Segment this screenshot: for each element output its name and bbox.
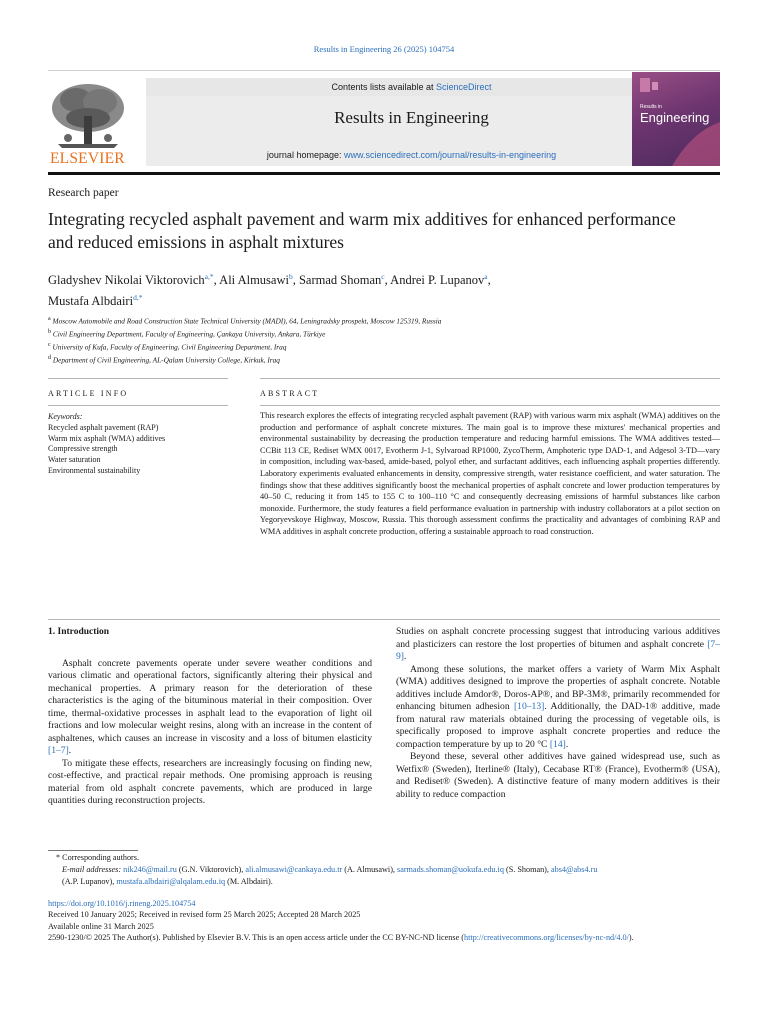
body-paragraph: [396, 626, 720, 664]
paragraph-text: .: [68, 745, 72, 756]
affiliation-key: d: [48, 355, 52, 362]
paragraph-text: .: [565, 738, 569, 750]
author-name[interactable]: Sarmad Shoman: [298, 273, 382, 288]
citation-link[interactable]: [14]: [549, 738, 566, 750]
body-paragraph: Beyond these, several other additives have gained widespread use, such as Wetfix® (Sweden), Iterline® (Italy), Cecabase RT® (France), Evotherm® (USA), and Rediset® (Sweden). A distinctive feature of many modern additives is their ability to reduce compaction: [396, 751, 720, 800]
affiliation-key: b: [48, 329, 52, 336]
keywords-block: [48, 412, 238, 477]
license-text: 2590-1230/© 2025 The Author(s). Published by Elsevier B.V. This is an open access article under the CC BY-NC-ND license (: [48, 933, 464, 943]
paragraph-text: Among these solutions, the market offers a variety of Warm Mix Asphalt (WMA) additives designed to improve the properties of asphalt concrete. Notable additives include Amdor®, Doros-AP®, and BP-3M®, primarily recommended for enhancing bitumen adhesion: [396, 663, 720, 712]
affiliation-text: Civil Engineering Department, Faculty of Engineering, Çankaya University, Ankara, Türkiye: [52, 329, 326, 339]
doi-link[interactable]: https://doi.org/10.1016/j.rineng.2025.104754: [48, 899, 196, 908]
email-owner: (A.P. Lupanov),: [62, 877, 117, 887]
abstract-text: This research explores the effects of integrating recycled asphalt pavement (RAP) with various warm mix asphalt (WMA) additives on the production and performance of asphalt concrete mixtures. The main goal is to improve these mixtures' mechanical properties and environmental sustainability by decreasing the production temperature and reducing harmful emissions. The WMA additives tested—CCBit 113 CE, Rediset WMX 0017, Evotherm J-1, Sylvaroad RP1000, ZycoTherm, Amphoteric type DAD-1, and Adgesol 3-TD—vary in composition, including wax-based, amide-based, polyol ether, and surfactant additives, each influencing asphalt properties differently. Laboratory experiments evaluated enhancements in density, compressive strength, water resistance coefficient, and water saturation. The findings show that these additives significantly boost the mechanical properties of asphalt concrete and lower production temperatures by 40–50 C, reducing it from 145 to 155 C to 100–110 °C and consequently decreasing emissions of harmful substances like carbon monoxide. Furthermore, the study features a field performance evaluation in partnership with industry collaborators at a pilot section on Yegoryevskoye Highway, Moscow, Russia. This thorough assessment confirms the practicality and advantages of combining RAP and WMA additives in asphalt concrete production, offering a sustainable approach to road construction.: [260, 411, 720, 536]
sciencedirect-link[interactable]: ScienceDirect: [436, 82, 492, 92]
contents-prefix: Contents lists available at: [331, 82, 437, 92]
received-dates: Received 10 January 2025; Received in revised form 25 March 2025; Accepted 28 March 2025: [48, 910, 361, 920]
email-owner: (A. Almusawi),: [342, 865, 398, 875]
corresponding-author-note: * Corresponding authors.: [56, 853, 140, 862]
article-info-heading: ARTICLE INFO: [48, 389, 129, 398]
header-thick-rule: [48, 172, 720, 175]
license-statement: [48, 932, 720, 943]
author-name[interactable]: Gladyshev Nikolai Viktorovich: [48, 273, 205, 288]
author-name[interactable]: Andrei P. Lupanov: [390, 273, 485, 288]
cover-title: Engineering: [640, 110, 710, 125]
affiliation-key: a: [48, 316, 51, 322]
elsevier-wordmark: ELSEVIER: [50, 150, 125, 167]
journal-homepage-line: [146, 150, 677, 160]
journal-title: Results in Engineering: [334, 108, 489, 127]
abstract-top-rule: [260, 378, 720, 379]
header-top-divider: [48, 70, 720, 71]
paragraph-text: Studies on asphalt concrete processing suggest that introducing various additives and plasticizers can restore the lost properties of bitumen and asphalt concrete: [396, 626, 720, 650]
paragraph-text: Asphalt concrete pavements operate under severe weather conditions and various climatic and operational factors, significantly altering their physical and mechanical properties. A primary reason for the deterioration of these characteristics is the aging of the bituminous material in their composition. Over time, thermal-oxidative processes in asphalt lead to the evaporation of light oil fractions and low molecular weight resins, along with an increase in the content of asphaltenes, which causes an increase in viscosity and a loss of bitumen elasticity: [48, 657, 372, 744]
journal-header: [48, 70, 720, 170]
affiliation-key: c: [48, 342, 51, 349]
section-heading-introduction: 1. Introduction: [48, 627, 110, 637]
author-affiliation-sup[interactable]: a: [484, 272, 488, 281]
affiliation-item: [48, 340, 720, 353]
author-separator: ,: [292, 273, 299, 288]
author-separator: ,: [384, 273, 391, 288]
body-divider: [48, 619, 720, 620]
citation-link[interactable]: [7–9]: [396, 638, 720, 662]
citation-link[interactable]: [1–7]: [48, 745, 69, 756]
author-name[interactable]: Mustafa Albdairi: [48, 294, 134, 309]
author-affiliation-sup[interactable]: b: [288, 272, 293, 281]
article-type: Research paper: [48, 187, 119, 199]
license-text-end: ).: [628, 933, 634, 943]
available-online-date: Available online 31 March 2025: [48, 921, 154, 931]
author-list: [48, 268, 720, 310]
email-label: E-mail addresses:: [62, 865, 124, 875]
keyword-item: Water saturation: [48, 455, 101, 465]
body-paragraph: To mitigate these effects, researchers are increasingly focusing on finding new, cost-effective, and practical repair methods. One promising approach is reusing material from old asphalt concrete pavements, which are produced in large quantities during reconstruction projects.: [48, 757, 372, 806]
keyword-item: Warm mix asphalt (WMA) additives: [48, 433, 166, 443]
article-info-top-rule: [48, 378, 228, 379]
email-link[interactable]: mustafa.albdairi@alqalam.edu.iq: [116, 877, 226, 887]
keyword-item: Compressive strength: [48, 444, 118, 454]
citation-link[interactable]: [10–13]: [513, 701, 545, 712]
abstract-heading: ABSTRACT: [260, 389, 320, 398]
body-paragraph: [48, 658, 372, 758]
keyword-item: Recycled asphalt pavement (RAP): [48, 422, 159, 432]
journal-cover-image: [632, 72, 720, 166]
email-owner: (G.N. Viktorovich),: [176, 865, 246, 875]
email-link[interactable]: ali.almusawi@cankaya.edu.tr: [245, 865, 343, 875]
cover-small-label: Results in: [640, 104, 662, 110]
affiliation-item: [48, 353, 720, 366]
email-link[interactable]: sarmads.shoman@uokufa.edu.iq: [397, 865, 504, 875]
author-separator: ,: [487, 273, 491, 288]
author-name[interactable]: Ali Almusawi: [219, 273, 289, 288]
body-column-right: [396, 626, 720, 801]
author-separator: ,: [213, 273, 220, 288]
journal-homepage-link[interactable]: www.sciencedirect.com/journal/results-in-engineering: [343, 150, 557, 160]
footnote-rule: [48, 850, 138, 851]
affiliation-list: [48, 314, 720, 366]
journal-title-band: [146, 78, 677, 166]
footnotes: [48, 852, 720, 889]
abstract-bottom-rule: [260, 405, 720, 406]
body-column-left: [48, 626, 372, 808]
paragraph-text: .: [404, 651, 407, 662]
affiliation-item: [48, 327, 720, 340]
affiliation-text: Moscow Automobile and Road Construction State Technical University (MADI), 64, Leningradsky prospekt, Moscow 125319, Russia: [52, 316, 442, 326]
author-affiliation-sup[interactable]: a,*: [204, 272, 214, 281]
email-owner: (S. Shoman),: [503, 865, 551, 875]
affiliation-text: Department of Civil Engineering, AL-Qalam University College, Kirkuk, Iraq: [52, 355, 280, 365]
license-link[interactable]: http://creativecommons.org/licenses/by-nc-nd/4.0/: [463, 933, 629, 943]
email-owner: (M. Albdairi).: [225, 877, 273, 887]
email-addresses: [48, 864, 720, 888]
body-paragraph: [396, 664, 720, 752]
author-affiliation-sup[interactable]: d,*: [133, 293, 143, 303]
author-affiliation-sup[interactable]: c: [381, 272, 385, 281]
keywords-label: Keywords:: [48, 412, 83, 421]
article-title: Integrating recycled asphalt pavement and warm mix additives for enhanced performance and reduced emissions in asphalt mixtures: [48, 209, 676, 252]
email-link[interactable]: nik246@mail.ru: [123, 865, 177, 875]
keyword-item: Environmental sustainability: [48, 465, 141, 475]
publication-info: [48, 898, 720, 944]
affiliation-text: University of Kufa, Faculty of Engineering, Civil Engineering Department, Iraq: [52, 342, 287, 352]
contents-lists-line: [146, 78, 677, 96]
article-info-bottom-rule: [48, 405, 228, 406]
homepage-prefix: journal homepage:: [266, 150, 344, 160]
affiliation-item: [48, 314, 720, 327]
journal-citation-link[interactable]: Results in Engineering 26 (2025) 104754: [313, 44, 455, 54]
email-link[interactable]: abs4@abs4.ru: [551, 865, 598, 875]
paragraph-text: . Additionally, the DAD-1® additive, made from natural raw materials obtained during the processing of vegetable oils, is specifically proposed to improve asphalt concrete properties and reduce the compaction temperature by up to 20 °C: [396, 701, 720, 750]
